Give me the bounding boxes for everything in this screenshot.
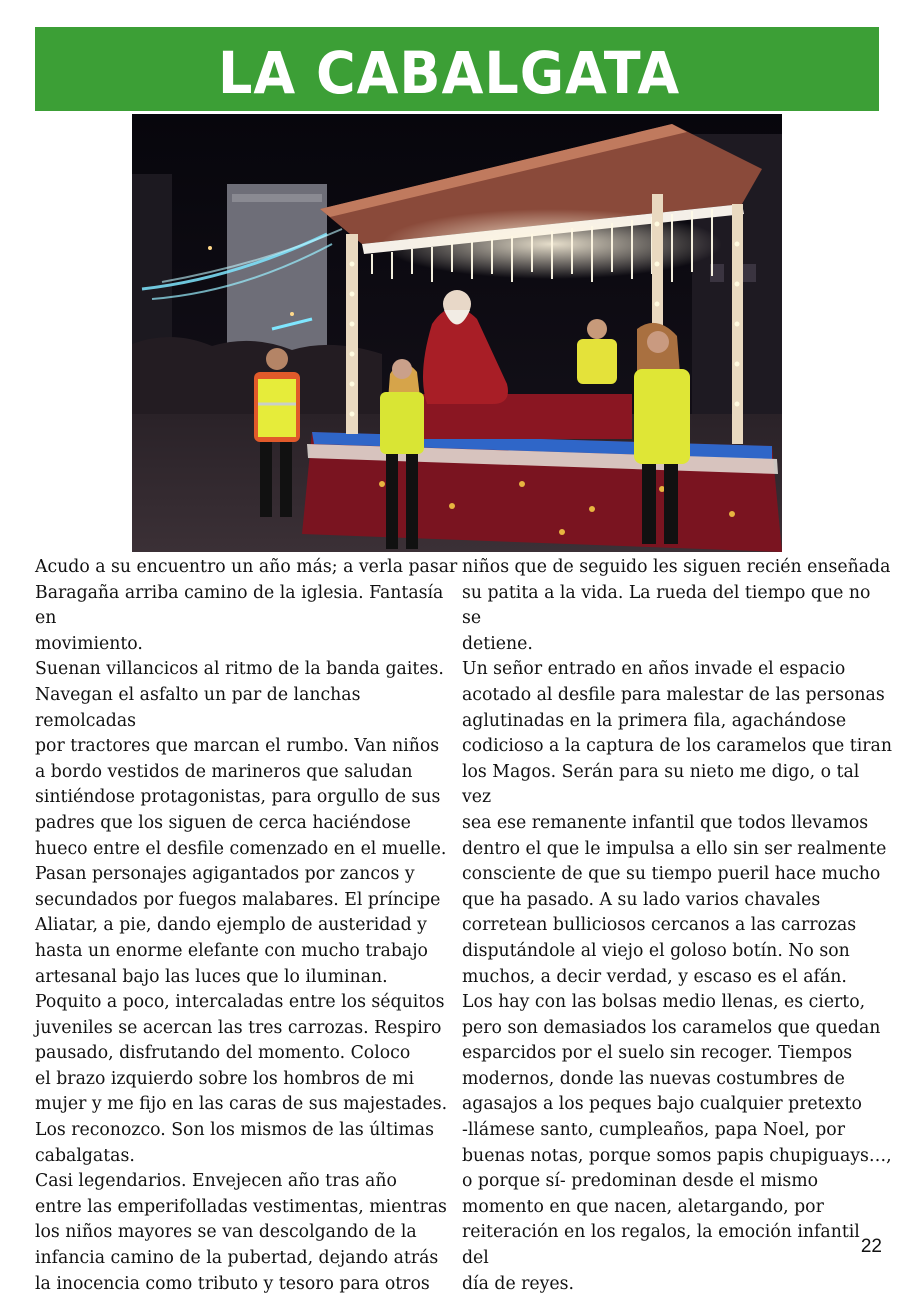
text-line: Pasan personajes agigantados por zancos y	[35, 864, 415, 885]
right-text-column	[462, 555, 892, 1297]
text-line: momento en que nacen, aletargando, por	[462, 1196, 824, 1217]
text-line: sintiéndose protagonistas, para orgullo de sus	[35, 787, 441, 808]
text-line: Un señor entrado en años invade el espacio	[462, 659, 846, 680]
text-line: cabalgatas.	[35, 1145, 135, 1166]
text-line: día de reyes.	[462, 1273, 575, 1294]
text-line: artesanal bajo las luces que lo iluminan.	[35, 966, 388, 987]
text-line: Navegan el asfalto un par de lanchas remolcadas	[35, 684, 361, 731]
text-line: codicioso a la captura de los caramelos que tiran	[462, 736, 892, 757]
left-text-column	[35, 555, 465, 1297]
text-line: Poquito a poco, intercaladas entre los séquitos	[35, 992, 445, 1013]
text-line: Los reconozco. Son los mismos de las últimas	[35, 1120, 434, 1141]
text-line: infancia camino de la pubertad, dejando atrás	[35, 1248, 439, 1269]
text-line: Casi legendarios. Envejecen año tras año	[35, 1171, 397, 1192]
text-line: dentro el que le impulsa a ello sin ser realmente	[462, 838, 887, 859]
text-line: los Magos. Serán para su nieto me digo, o tal vez	[462, 761, 860, 808]
text-line: pero son demasiados los caramelos que quedan	[462, 1017, 881, 1038]
text-line: niños que de seguido les siguen recién enseñada	[462, 557, 891, 577]
text-line: su patita a la vida. La rueda del tiempo que no se	[462, 582, 871, 629]
text-line: juveniles se acercan las tres carrozas. Respiro	[35, 1017, 442, 1038]
text-line: secundados por fuegos malabares. El príncipe	[35, 889, 441, 910]
text-line: hueco entre el desfile comenzado en el muelle.	[35, 838, 447, 859]
text-line: acotado al desfile para malestar de las personas	[462, 684, 885, 705]
text-line: sea ese remanente infantil que todos llevamos	[462, 812, 869, 833]
text-line: padres que los siguen de cerca haciéndose	[35, 812, 411, 833]
text-line: agasajos a los peques bajo cualquier pretexto	[462, 1094, 862, 1115]
text-line: muchos, a decir verdad, y escaso es el afán.	[462, 966, 847, 987]
text-line: los niños mayores se van descolgando de la	[35, 1222, 417, 1243]
text-line: detiene.	[462, 633, 533, 654]
text-line: o porque sí- predominan desde el mismo	[462, 1171, 819, 1192]
text-line: esparcidos por el suelo sin recoger. Tiempos	[462, 1043, 853, 1064]
text-line: movimiento.	[35, 633, 143, 654]
text-line: corretean bulliciosos cercanos a las carrozas	[462, 915, 857, 936]
text-line: pausado, disfrutando del momento. Coloco	[35, 1043, 411, 1064]
text-line: reiteración en los regalos, la emoción infantil del	[462, 1222, 860, 1269]
text-line: que ha pasado. A su lado varios chavales	[462, 889, 821, 910]
text-line: buenas notas, porque somos papis chupiguays…,	[462, 1145, 892, 1166]
text-line: disputándole al viejo el goloso botín. No son	[462, 940, 850, 961]
text-line: por tractores que marcan el rumbo. Van niños	[35, 736, 440, 757]
text-line: entre las emperifolladas vestimentas, mientras	[35, 1196, 447, 1217]
text-line: modernos, donde las nuevas costumbres de	[462, 1068, 845, 1089]
title-banner	[35, 27, 879, 111]
text-line: hasta un enorme elefante con mucho trabajo	[35, 940, 428, 961]
text-line: la inocencia como tributo y tesoro para otros	[35, 1273, 430, 1294]
text-line: Acudo a su encuentro un año más; a verla pasar	[35, 557, 458, 577]
page-number: 22	[860, 1236, 882, 1257]
parade-float-illustration	[132, 114, 782, 552]
text-line: Suenan villancicos al ritmo de la banda gaites.	[35, 659, 444, 680]
parade-photo	[132, 114, 782, 552]
text-line: consciente de que su tiempo pueril hace mucho	[462, 864, 881, 885]
text-line: Los hay con las bolsas medio llenas, es cierto,	[462, 992, 866, 1013]
text-line: aglutinadas en la primera fila, agachándose	[462, 710, 847, 731]
page-title: LA CABALGATA	[218, 39, 681, 108]
text-line: a bordo vestidos de marineros que saludan	[35, 761, 413, 782]
text-line: Aliatar, a pie, dando ejemplo de austeridad y	[35, 915, 427, 936]
text-line: el brazo izquierdo sobre los hombros de mi	[35, 1068, 414, 1089]
text-line: -llámese santo, cumpleaños, papa Noel, por	[462, 1120, 845, 1141]
text-line: Baragaña arriba camino de la iglesia. Fantasía en	[35, 582, 444, 629]
text-line: mujer y me fijo en las caras de sus majestades.	[35, 1094, 448, 1115]
